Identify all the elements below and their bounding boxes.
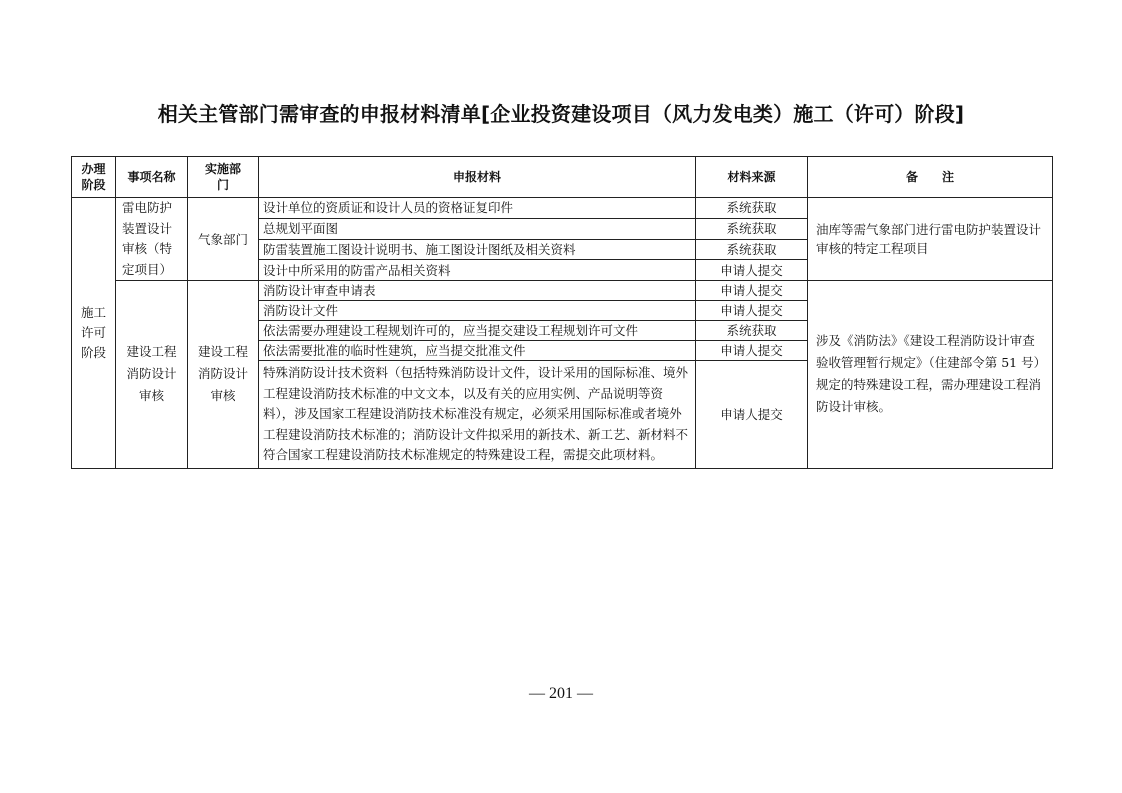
materials-table <box>71 156 1053 469</box>
source-cell: 申请人提交 <box>696 260 808 281</box>
material-cell: 特殊消防设计技术资料（包括特殊消防设计文件，设计采用的国际标准、境外工程建设消防技术标准的中文文本，以及有关的应用实例、产品说明等资料），涉及国家工程建设消防技术标准没有规定，必须采用国际标准或者境外工程建设消防技术标准的；消防设计文件拟采用的新技术、新工艺、新材料不符合国家工程建设消防技术标准规定的特殊建设工程，需提交此项材料。 <box>259 361 696 469</box>
material-cell: 依法需要批准的临时性建筑，应当提交批准文件 <box>259 341 696 361</box>
source-cell: 系统获取 <box>696 321 808 341</box>
header-source: 材料来源 <box>696 157 808 198</box>
material-cell: 消防设计文件 <box>259 301 696 321</box>
material-cell: 总规划平面图 <box>259 218 696 239</box>
source-cell: 申请人提交 <box>696 361 808 469</box>
material-cell: 设计单位的资质证和设计人员的资格证复印件 <box>259 198 696 219</box>
source-cell: 系统获取 <box>696 218 808 239</box>
header-notes: 备 注 <box>808 157 1053 198</box>
source-cell: 申请人提交 <box>696 301 808 321</box>
header-stage: 办理阶段 <box>72 157 116 198</box>
note-cell: 油库等需气象部门进行雷电防护装置设计审核的特定工程项目 <box>808 198 1053 281</box>
source-cell: 系统获取 <box>696 198 808 219</box>
page-number: — 201 — <box>529 685 593 702</box>
header-materials: 申报材料 <box>259 157 696 198</box>
source-cell: 申请人提交 <box>696 341 808 361</box>
item-name-cell: 雷电防护装置设计审核（特定项目） <box>116 198 188 281</box>
stage-cell: 施工许可阶段 <box>72 198 116 469</box>
material-cell: 防雷装置施工图设计说明书、施工图设计图纸及相关资料 <box>259 239 696 260</box>
material-cell: 依法需要办理建设工程规划许可的，应当提交建设工程规划许可文件 <box>259 321 696 341</box>
table-row <box>72 198 1053 219</box>
header-dept: 实施部门 <box>188 157 259 198</box>
header-item: 事项名称 <box>116 157 188 198</box>
table-header-row <box>72 157 1053 198</box>
item-name-cell: 建设工程消防设计审核 <box>116 281 188 469</box>
material-cell: 消防设计审查申请表 <box>259 281 696 301</box>
table-row <box>72 281 1053 301</box>
source-cell: 申请人提交 <box>696 281 808 301</box>
note-cell: 涉及《消防法》《建设工程消防设计审查验收管理暂行规定》（住建部令第 51 号）规定的特殊建设工程，需办理建设工程消防设计审核。 <box>808 281 1053 469</box>
document-title: 相关主管部门需审查的申报材料清单[企业投资建设项目（风力发电类）施工（许可）阶段] <box>157 102 965 126</box>
dept-cell: 气象部门 <box>188 198 259 281</box>
material-cell: 设计中所采用的防雷产品相关资料 <box>259 260 696 281</box>
source-cell: 系统获取 <box>696 239 808 260</box>
dept-cell: 建设工程消防设计审核 <box>188 281 259 469</box>
